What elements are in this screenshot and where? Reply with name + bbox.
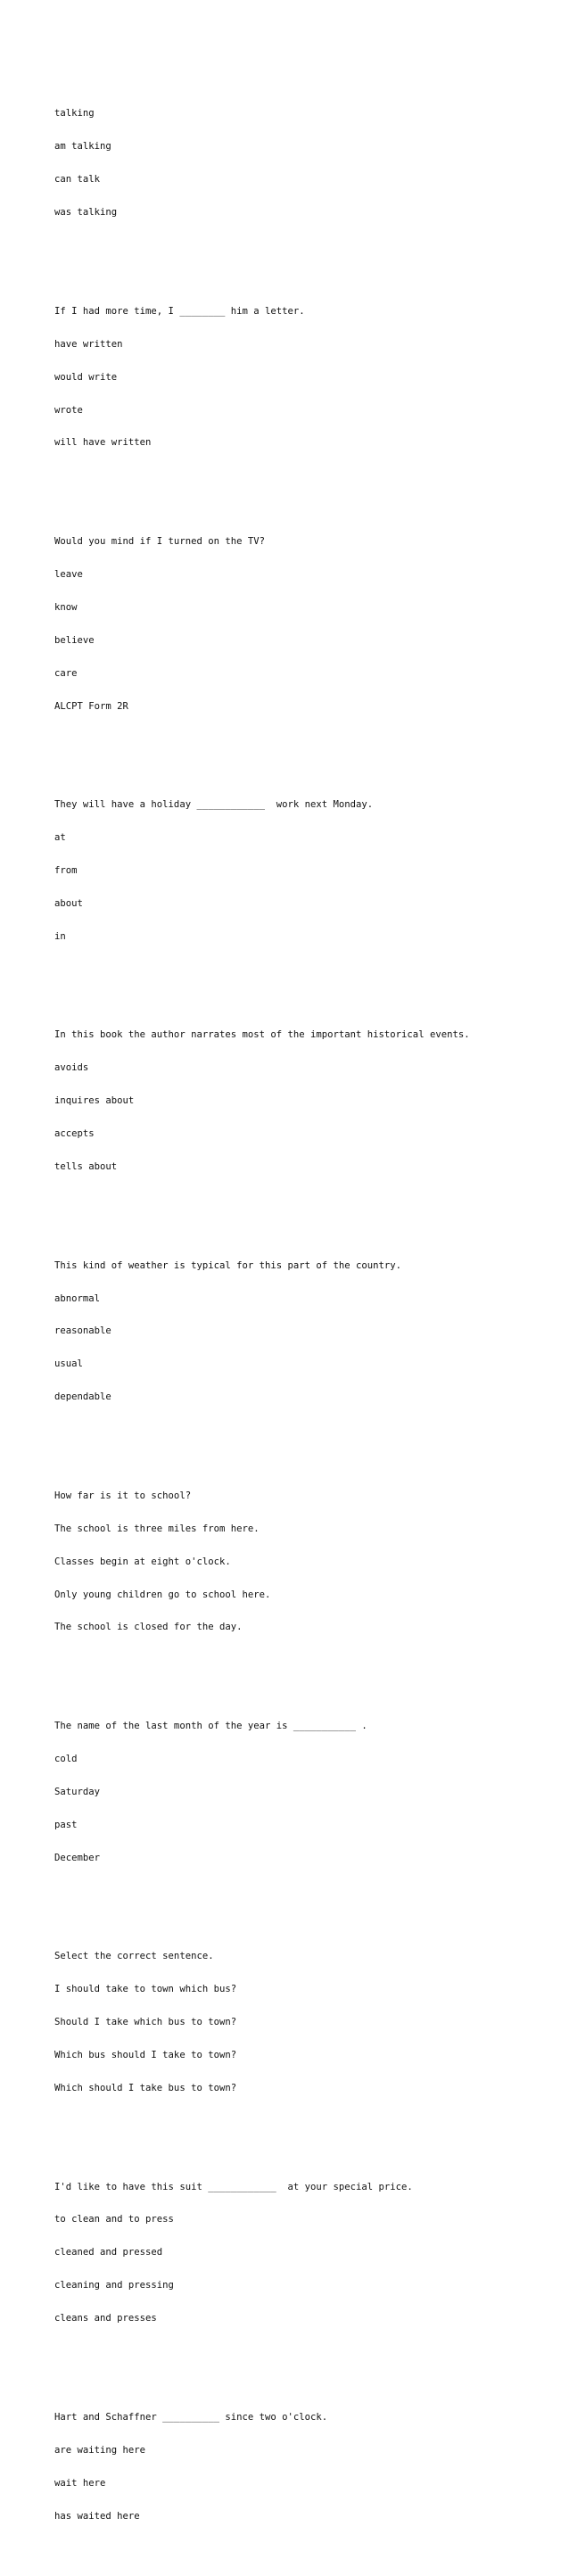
- form-label: ALCPT Form 2R: [54, 700, 128, 712]
- option-line: Which should I take bus to town?: [54, 2082, 237, 2093]
- option-line: are waiting here: [54, 2444, 146, 2456]
- question-block-2: [54, 514, 554, 733]
- option-line: The school is closed for the day.: [54, 1622, 243, 1633]
- option-line: Which bus should I take to town?: [54, 2050, 237, 2061]
- option-line: tells about: [54, 1160, 118, 1172]
- question-text: Select the correct sentence.: [54, 1951, 214, 1962]
- question-text: The name of the last month of the year is ___________ .: [54, 1721, 367, 1732]
- question-text: Would you mind if I turned on the TV?: [54, 536, 265, 548]
- option-line: wait here: [54, 2477, 106, 2489]
- option-line: can talk: [54, 174, 101, 186]
- option-line: has waited here: [54, 2510, 140, 2522]
- question-block-1: [54, 284, 554, 470]
- question-block-8: [54, 1929, 554, 2116]
- option-line: know: [54, 601, 78, 613]
- document-page: [54, 54, 554, 2576]
- option-line: inquires about: [54, 1095, 135, 1107]
- option-line: abnormal: [54, 1292, 101, 1304]
- option-line: Classes begin at eight o'clock.: [54, 1556, 231, 1567]
- option-line: The school is three miles from here.: [54, 1523, 260, 1534]
- option-line: past: [54, 1819, 78, 1830]
- question-block-6: [54, 1468, 554, 1655]
- question-block-7: [54, 1699, 554, 1886]
- option-line: cleans and presses: [54, 2313, 157, 2324]
- question-block-9: [54, 2159, 554, 2346]
- question-block-10: [54, 2390, 554, 2543]
- question-text: If I had more time, I ________ him a letter.: [54, 305, 305, 317]
- option-line: avoids: [54, 1062, 89, 1074]
- question-block-0: [54, 87, 554, 240]
- question-text: Hart and Schaffner __________ since two o'clock.: [54, 2411, 328, 2423]
- question-text: In this book the author narrates most of the important historical events.: [54, 1029, 470, 1041]
- option-line: Only young children go to school here.: [54, 1589, 271, 1600]
- question-block-3: [54, 778, 554, 964]
- option-line: about: [54, 897, 83, 909]
- question-text: I'd like to have this suit ____________ at your special price.: [54, 2181, 413, 2192]
- option-line: cold: [54, 1754, 78, 1765]
- option-line: wrote: [54, 404, 83, 416]
- option-line: accepts: [54, 1128, 95, 1140]
- option-line: leave: [54, 568, 83, 580]
- option-line: will have written: [54, 437, 152, 449]
- option-line: have written: [54, 338, 123, 350]
- option-line: reasonable: [54, 1325, 111, 1337]
- option-line: at: [54, 832, 66, 844]
- option-line: talking: [54, 108, 95, 120]
- option-line: believe: [54, 634, 95, 646]
- option-line: cleaned and pressed: [54, 2247, 163, 2258]
- question-block-5: [54, 1238, 554, 1424]
- option-line: from: [54, 864, 78, 876]
- option-line: Should I take which bus to town?: [54, 2017, 237, 2028]
- option-line: was talking: [54, 207, 118, 219]
- option-line: dependable: [54, 1391, 111, 1403]
- question-text: How far is it to school?: [54, 1490, 192, 1501]
- option-line: Saturday: [54, 1786, 101, 1797]
- option-line: am talking: [54, 141, 111, 153]
- question-block-4: [54, 1008, 554, 1194]
- option-line: I should take to town which bus?: [54, 1984, 237, 1995]
- option-line: usual: [54, 1358, 83, 1370]
- option-line: December: [54, 1852, 101, 1863]
- option-line: care: [54, 667, 78, 679]
- option-line: cleaning and pressing: [54, 2280, 174, 2291]
- option-line: would write: [54, 371, 118, 383]
- option-line: in: [54, 930, 66, 942]
- question-text: This kind of weather is typical for this part of the country.: [54, 1259, 402, 1271]
- question-text: They will have a holiday ____________ work next Monday.: [54, 799, 374, 811]
- option-line: to clean and to press: [54, 2214, 174, 2225]
